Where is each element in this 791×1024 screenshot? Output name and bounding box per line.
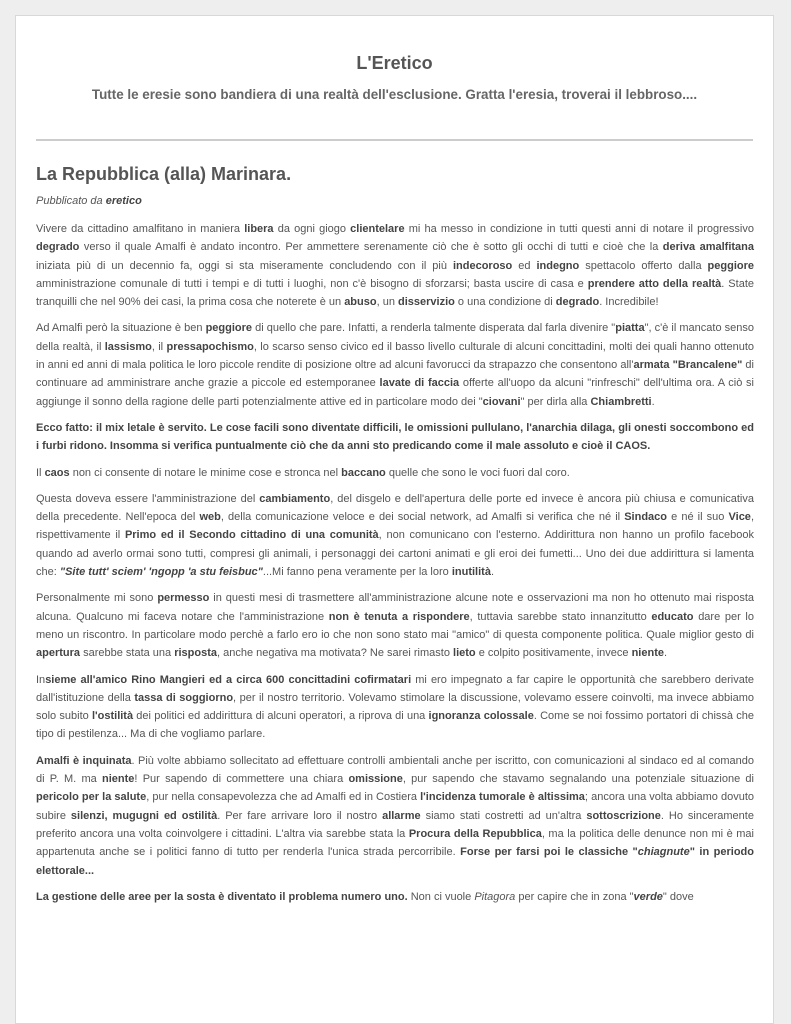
text-run: , per il nostro territorio. Volevamo stimolare la discussione, volevamo essere coinvolti, ma invece abbiamo solo subito (36, 691, 754, 723)
text-run: Non ci vuole (407, 890, 475, 903)
text-run: " per dirla alla (520, 395, 591, 408)
text-run: La gestione delle aree per la sosta è diventato il problema numero uno. (36, 890, 408, 903)
post-paragraph (36, 319, 754, 410)
text-run: o una condizione di (454, 296, 556, 309)
post-paragraph (36, 671, 754, 744)
text-run: ...Mi fanno pena veramente per la loro (262, 566, 452, 579)
text-run: armata "Brancalene" (633, 359, 743, 372)
text-run: apertura (36, 647, 81, 660)
text-run: , pur nella consapevolezza che ad Amalfi ed in Costiera (146, 791, 421, 804)
post-byline (36, 194, 754, 208)
text-run: omissione (348, 773, 403, 786)
text-run: Vivere da cittadino amalfitano in maniera (36, 223, 245, 235)
text-run: dei politici ed addirittura di alcuni operatori, a riprova di una (133, 710, 429, 723)
text-run: spettacolo offerto dalla (579, 259, 708, 272)
text-run: risposta (174, 647, 218, 660)
post-paragraph (36, 464, 754, 482)
text-run: Pitagora (474, 890, 516, 903)
text-run: Primo ed il Secondo cittadino di una comunità (124, 529, 379, 542)
byline-prefix: Pubblicato da (36, 195, 106, 207)
text-run: lavate di faccia (379, 377, 460, 390)
text-run: di quello che pare. Infatti, a renderla talmente disperata dal farla divenire " (252, 322, 616, 335)
post-author[interactable]: eretico (105, 195, 142, 207)
text-run: . (490, 566, 495, 579)
text-run: " dove (662, 890, 694, 903)
text-run: . (651, 395, 655, 408)
text-run: l'incidenza tumorale è altissima (420, 791, 585, 804)
text-run: web (199, 511, 221, 524)
text-run: lassismo (104, 340, 152, 353)
text-run: Ecco fatto: il mix letale è servito. Le cose facili sono diventate difficili, le omissioni pullulano, l'anarchia dilaga, gli onesti soccombono ed i furbi ridono. Insomma si verifica puntualmente ciò che da anni sto predicando come il male assoluto e cioè il CAOS. (36, 421, 754, 453)
text-run: Vice (728, 511, 751, 524)
blog-description: Tutte le eresie sono bandiera di una realtà dell'esclusione. Gratta l'eresia, troverai il lebbroso.... (91, 87, 698, 102)
text-run: mi ero impegnato a far capire le opportunità che sarebbero derivate dall'istituzione della (36, 673, 755, 704)
text-run: Questa doveva essere l'amministrazione del (36, 492, 260, 505)
text-run: niente (102, 773, 135, 786)
text-run: quelle che sono le voci fuori dal coro. (385, 466, 570, 479)
text-run: Amalfi è inquinata (36, 754, 132, 767)
text-run: ciovani (482, 395, 521, 408)
text-run: offerte all'uopo da alcuni "rinfreschi" dell'ultima ora. A ciò si aggiunge il sonno della ragione delle parti potenzialmente attive ed in particolare modo dei " (36, 377, 754, 408)
text-run: , tuttavia sarebbe stato innanzitutto (469, 610, 652, 623)
text-run: e né il suo (667, 511, 729, 524)
text-run: indecoroso (452, 259, 513, 272)
text-run: "Site tutt' sciem' 'ngopp 'a stu feisbuc" (59, 566, 263, 579)
text-run: deriva amalfitana (662, 241, 754, 254)
text-run: degrado (555, 296, 600, 309)
text-run: siamo stati costretti ad un'altra (420, 809, 587, 822)
text-run: , non comunicano con l'esterno. Addirittura non hanno un profilo facebook quando ad averlo ormai sono tutti, compresi gli animali, i personaggi dei cartoni animati e gli eroi dei fumetti... Uno dei due addirittura si lamenta che: (36, 529, 754, 579)
text-run: amministrazione comunale di tutti i tempi e di tutti i luoghi, non c'è bisogno di sforzarsi; basta uscire di casa e (36, 277, 588, 290)
text-run: di continuare ad amministrare anche grazie a piccole ed estemporanee (36, 359, 754, 390)
blog-post (16, 163, 773, 906)
text-run: educato (651, 610, 694, 623)
text-run: ! Pur sapendo di commettere una chiara (134, 773, 349, 786)
text-run: disservizio (398, 296, 455, 309)
text-run: allarme (382, 809, 421, 822)
text-run: . Incredibile! (599, 296, 659, 309)
post-title[interactable]: La Repubblica (alla) Marinara. (36, 164, 292, 184)
post-paragraph (36, 752, 754, 880)
text-run: da ogni giogo (273, 223, 351, 235)
text-run: permesso (157, 592, 210, 605)
text-run: niente (631, 647, 664, 660)
text-run: lieto (453, 647, 476, 660)
text-run: baccano (341, 466, 386, 479)
text-run: Il (36, 466, 45, 479)
text-run: peggiore (205, 322, 253, 335)
text-run: , anche negativa ma motivata? Ne sarei rimasto (217, 647, 454, 660)
text-run: , ma la politica delle denunce non mi è mai appartenuta anche se i politici fanno di tutto per renderla l'unica strada percorribile. (36, 827, 754, 859)
text-run: , della comunicazione veloce e dei social network, ad Amalfi si verifica che né il (220, 511, 625, 524)
text-run: e colpito positivamente, invece (475, 647, 632, 660)
text-run: , un (376, 296, 398, 309)
text-run: sottoscrizione (586, 809, 661, 822)
text-run: Chiambretti (590, 395, 652, 408)
text-run: . Per fare arrivare loro il nostro (217, 809, 383, 822)
text-run: , lo scarso senso civico ed il basso livello culturale di alcuni concittadini, molti dei quali hanno ottenuto in anni ed anni di mala politica le loro piccole rendite di posizione oltre ad alcuni favorucci da strapazzo che consentono all' (36, 340, 755, 372)
text-run: libera (244, 223, 274, 235)
blog-page (15, 15, 774, 1024)
text-run: sarebbe stata una (80, 647, 175, 660)
post-paragraph (36, 490, 754, 581)
text-run: tassa di soggiorno (134, 691, 234, 704)
text-run: dare per lo meno un riscontro. In particolare modo perchè a farlo ero io che non sono stato mai "amico" di questa componente politica. Quale miglior gesto di (36, 610, 754, 641)
text-run: Procura della Repubblica (408, 827, 542, 840)
text-run: abuso (344, 296, 377, 309)
post-paragraph (36, 589, 754, 662)
text-run: Forse per farsi poi le classiche " (460, 846, 638, 859)
text-run: clientelare (350, 223, 405, 235)
post-paragraph (36, 220, 754, 311)
text-run: per capire che in zona " (515, 890, 634, 903)
text-run: in questi mesi di trasmettere all'amministrazione alcune note e osservazioni ma non ho ottenuto mai risposta alcuna. Qualcuno mi faceva notare che l'amministrazione (36, 592, 754, 623)
text-run: ", c'è il mancato senso della realtà, il (36, 322, 755, 353)
text-run: Sindaco (624, 511, 667, 524)
text-run: iniziata più di un decennio fa, oggi si sta miseramente concludendo con il più (36, 259, 453, 272)
text-run: l'ostilità (91, 710, 134, 723)
text-run: . Ho sinceramente preferito ancora una volta coinvolgere i cittadini. L'altra via sarebbe stata la (36, 809, 754, 840)
text-run: indegno (536, 259, 580, 272)
text-run: non ci consente di notare le minime cose e stronca nel (69, 466, 342, 479)
text-run: . State tranquilli che nel 90% dei casi, la prima cosa che noterete è un (36, 277, 754, 309)
text-run: . Più volte abbiamo sollecitato ad effettuare controlli ambientali anche per iscritto, con comunicazioni al sindaco ed al comando di P. M. ma (36, 754, 754, 786)
text-run: silenzi, mugugni ed ostilità (70, 809, 218, 822)
blog-header (16, 16, 773, 104)
post-body (36, 220, 754, 906)
text-run: non è tenuta a rispondere (328, 610, 470, 623)
text-run: ed (512, 259, 537, 272)
text-run: . (663, 647, 668, 660)
text-run: chiagnute (637, 846, 690, 859)
text-run: pericolo per la salute (36, 791, 147, 804)
text-run: cambiamento (259, 492, 331, 505)
text-run: pressapochismo (166, 340, 254, 353)
text-run: , pur sapendo che stavamo segnalando una potenziale situazione di (402, 773, 754, 786)
header-divider (36, 139, 753, 141)
post-paragraph (36, 888, 754, 906)
text-run: peggiore (707, 259, 754, 272)
text-run: , del disgelo e dell'apertura delle porte ed invece è ancora più chiusa e comunicativa della precedente. Nell'epoca del (36, 492, 754, 524)
text-run: verso il quale Amalfi è andato incontro. Per ammettere serenamente ciò che è sotto gli occhi di tutti e cioè che la (79, 241, 663, 254)
text-run: mi ha messo in condizione in tutti questi anni di notare il progressivo (404, 223, 754, 235)
text-run: inutilità (451, 566, 491, 579)
text-run: Personalmente mi sono (36, 592, 158, 605)
text-run: prendere atto della realtà (587, 277, 722, 290)
text-run: piatta (615, 322, 645, 335)
blog-title[interactable]: L'Eretico (356, 53, 433, 73)
post-paragraph (36, 419, 754, 456)
text-run: verde (633, 890, 663, 903)
text-run: , rispettivamente il (36, 511, 754, 542)
text-run: , il (151, 340, 167, 353)
text-run: degrado (36, 241, 80, 254)
text-run: In (36, 673, 46, 686)
text-run: ignoranza colossale (428, 710, 534, 723)
text-run: ; ancora una volta abbiamo dovuto subire (36, 791, 754, 822)
text-run: " in periodo elettorale... (36, 846, 754, 877)
text-run: caos (44, 466, 70, 479)
text-run: sieme all'amico Rino Mangieri ed a circa 600 concittadini cofirmatari (45, 673, 412, 686)
text-run: . Come se noi fossimo portatori di chissà che tipo di pestilenza... Ma di che vogliamo parlare. (36, 710, 754, 741)
text-run: Ad Amalfi però la situazione è ben (36, 322, 206, 335)
